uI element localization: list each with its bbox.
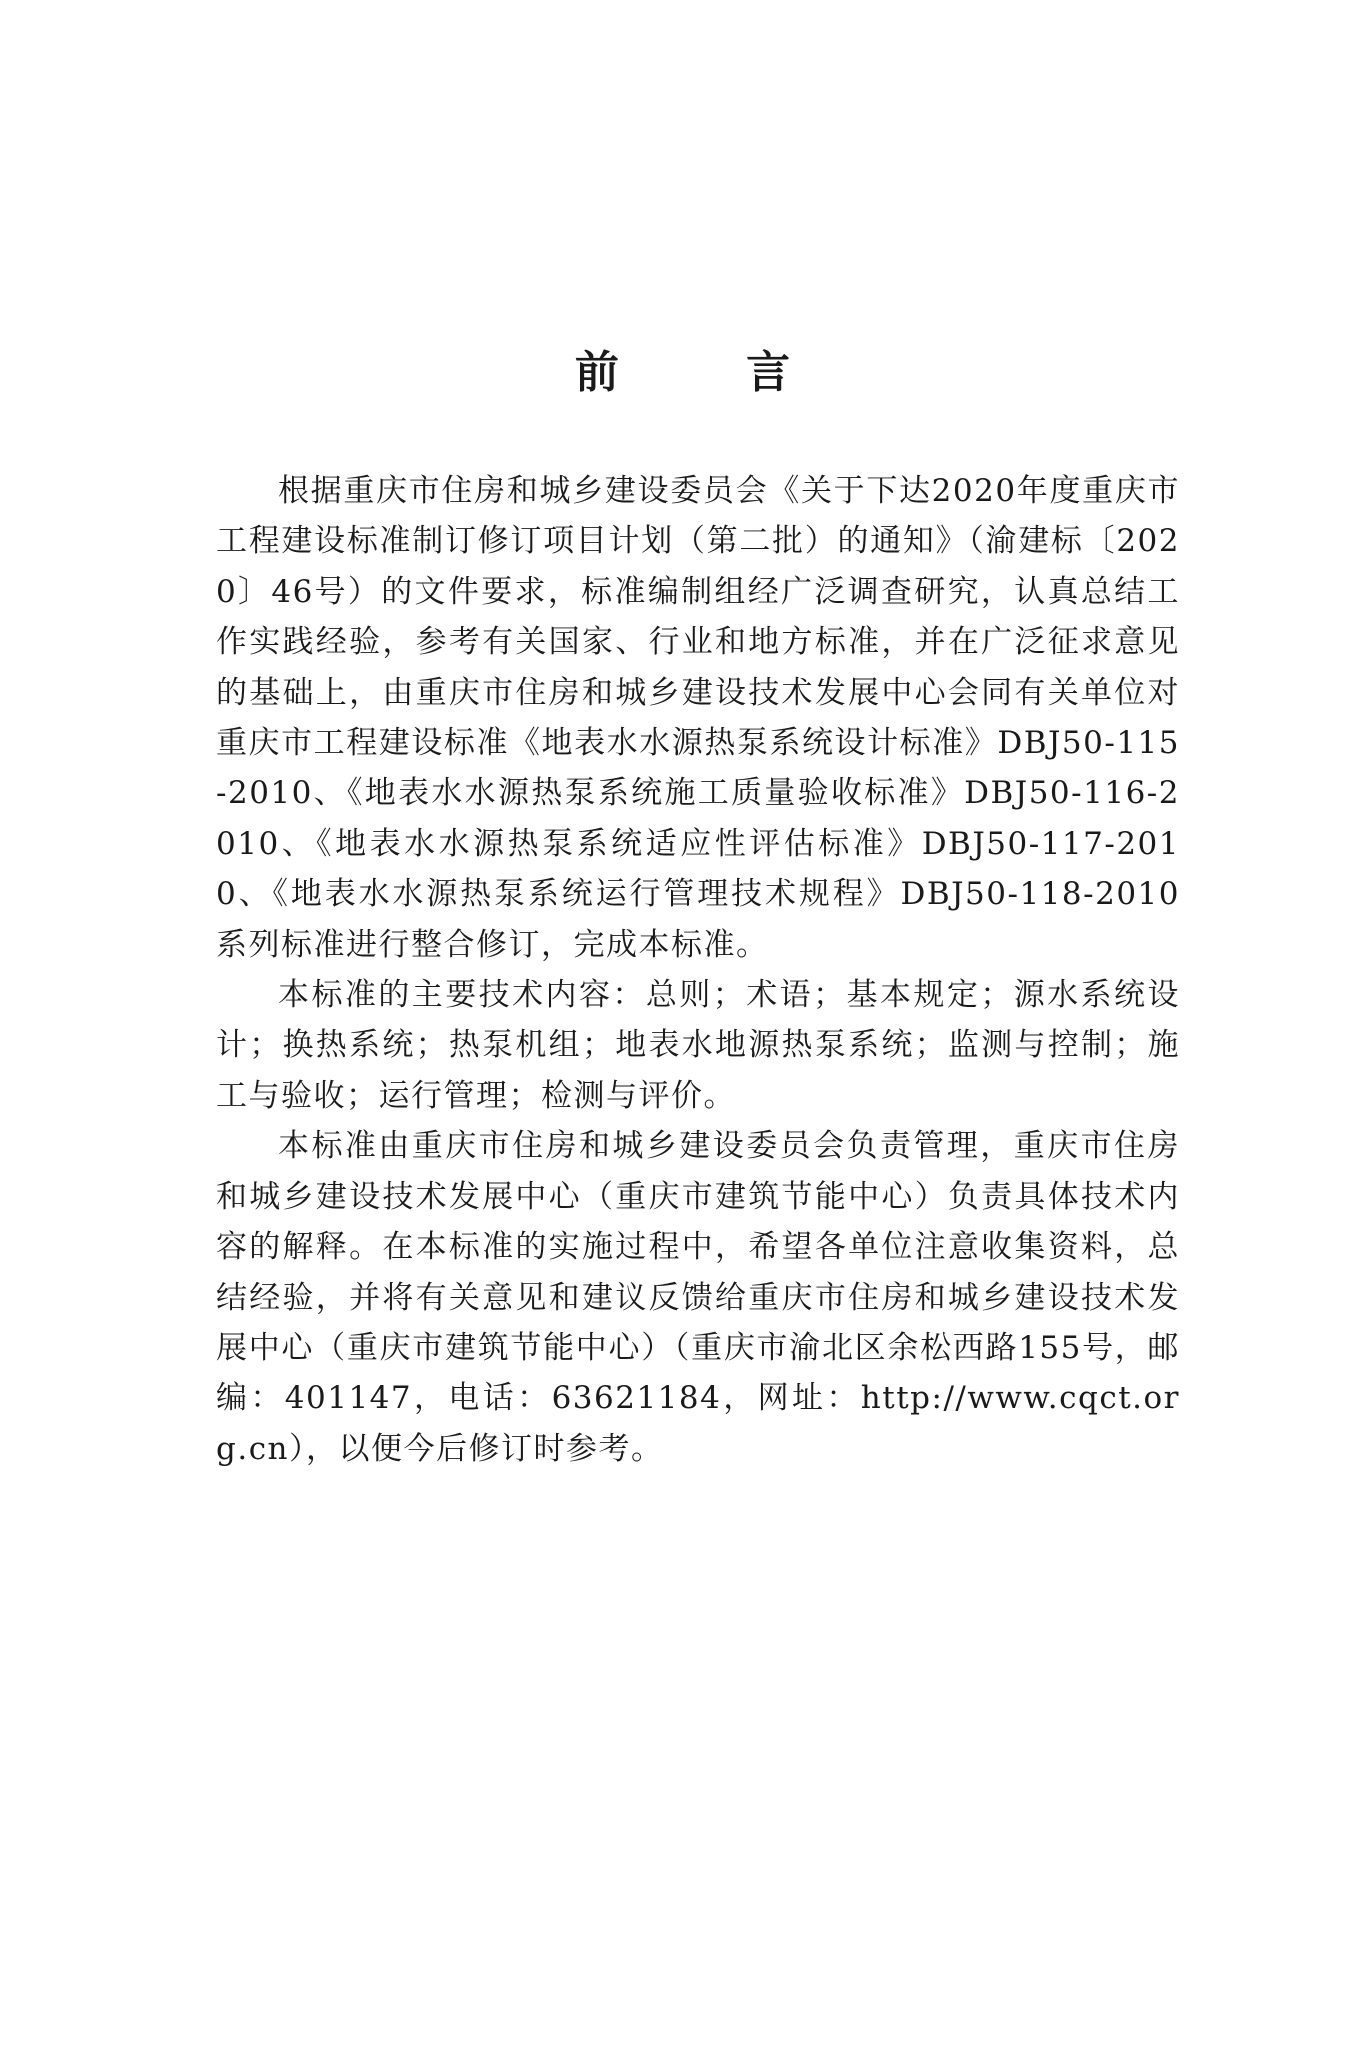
preface-paragraph-1: 根据重庆市住房和城乡建设委员会《关于下达2020年度重庆市工程建设标准制订修订项目计划（第二批）的通知》（渝建标〔2020〕46号）的文件要求，标准编制组经广泛调查研究，认真总结工作实践经验，参考有关国家、行业和地方标准，并在广泛征求意见的基础上，由重庆市住房和城乡建设技术发展中心会同有关单位对重庆市工程建设标准《地表水水源热泵系统设计标准》DBJ50-115-2010、《地表水水源热泵系统施工质量验收标准》DBJ50-116-2010、《地表水水源热泵系统适应性评估标准》DBJ50-117-2010、《地表水水源热泵系统运行管理技术规程》DBJ50-118-2010系列标准进行整合修订，完成本标准。 [216, 473, 1180, 963]
page-title: 前 言 [574, 347, 847, 398]
preface-paragraph-2: 本标准的主要技术内容：总则；术语；基本规定；源水系统设计；换热系统；热泵机组；地表水地源热泵系统；监测与控制；施工与验收；运行管理；检测与评价。 [216, 977, 1180, 1114]
preface-body [216, 466, 1180, 1474]
preface-paragraph-3: 本标准由重庆市住房和城乡建设委员会负责管理，重庆市住房和城乡建设技术发展中心（重庆市建筑节能中心）负责具体技术内容的解释。在本标准的实施过程中，希望各单位注意收集资料，总结经验，并将有关意见和建议反馈给重庆市住房和城乡建设技术发展中心（重庆市建筑节能中心）（重庆市渝北区余松西路155号，邮编：401147，电话：63621184，网址：http://www.cqct.org.cn），以便今后修订时参考。 [216, 1128, 1180, 1467]
